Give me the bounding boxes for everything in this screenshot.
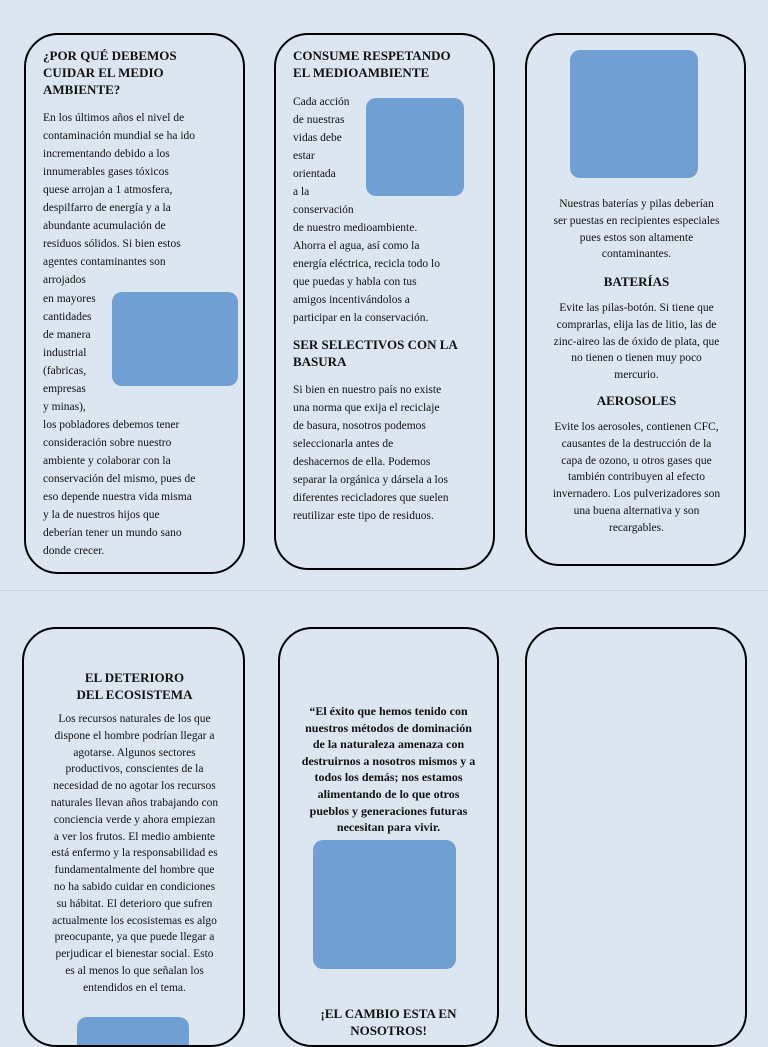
section-title-batteries: BATERÍAS bbox=[603, 274, 670, 289]
panel-why-care bbox=[24, 33, 245, 574]
section-text-aerosols: Evite los aerosoles, contienen CFC, causantes de la destrucción de la capa de ozono, u otros gases que también contribuyen al efecto invernadero. Los pulverizadores son una buena alternativa y son recargables. bbox=[552, 421, 721, 534]
image-placeholder bbox=[313, 840, 456, 969]
section-title-aerosols: AEROSOLES bbox=[596, 393, 677, 408]
panel-empty bbox=[525, 627, 747, 1047]
panel-text-intro: Nuestras baterías y pilas deberían ser puestas en recipientes especiales pues estos son altamente contaminantes. bbox=[553, 198, 720, 261]
image-placeholder bbox=[570, 50, 698, 178]
panel-text: Los recursos naturales de los que dispone el hombre podrían llegar a agotarse. Algunos sectores productivos, conscientes de la necesidad de no agotar los recursos naturales llevan años trabajando con conciencia verde y ahora empiezan a ver los frutos. El medio ambiente está enfermo y la responsabilidad es fundamentalmente del hombre que no ha sabido cuidar en condiciones su hábitat. El deterioro que sufren actualmente los ecosistemas es algo preocupante, ya que puede llegar a perjudicar el bienestar social. Esto es al menos lo que señalan los entendidos en el tema. bbox=[50, 713, 219, 994]
page-divider bbox=[0, 590, 768, 591]
panel-quote bbox=[278, 627, 499, 1047]
image-placeholder bbox=[366, 98, 464, 196]
closing-slogan: ¡EL CAMBIO ESTA EN NOSOTROS! bbox=[320, 1006, 457, 1038]
panel-text-top: En los últimos años el nivel de contaminación mundial se ha ido incrementando debido a los innumerables gases tóxicos quese arrojan a 1 atmosfera, despilfarro de energía y a la abundante acumulación de residuos sólidos. Si bien estos agentes contaminantes son arrojados bbox=[43, 112, 196, 286]
panel-consume bbox=[274, 33, 495, 570]
panel-text-bottom: los pobladores debemos tener consideración sobre nuestro ambiente y colaborar con la conservación del mismo, pues de eso depende nuestra vida misma y la de nuestros hijos que deberían tener un mundo sano donde crecer. bbox=[43, 419, 196, 557]
panel-text-wrap: en mayores cantidades de manera industrial (fabricas, empresas y minas), bbox=[43, 293, 96, 413]
panel-title: EL DETERIORO DEL ECOSISTEMA bbox=[76, 670, 193, 702]
quote-text: “El éxito que hemos tenido con nuestros métodos de dominación de la naturaleza amenaza con destruirnos a nosotros mismos y a todos los demás; nos estamos alimentando de lo que otros pueblos y generaciones futuras necesitan para vivir. bbox=[301, 704, 476, 835]
panel-ecosystem bbox=[22, 627, 245, 1047]
section-text-trash: Si bien en nuestro país no existe una norma que exija el reciclaje de basura, nosotros podemos seleccionarla antes de deshacernos de ella. Podemos separar la orgánica y dársela a los diferentes recicladores que suelen reutilizar este tipo de residuos. bbox=[293, 384, 449, 522]
panel-batteries bbox=[525, 33, 746, 566]
section-text-batteries: Evite las pilas-botón. Si tiene que comprarlas, elija las de litio, las de zinc-aireo las de óxido de plata, que no tienen o tienen muy poco mercurio. bbox=[553, 302, 720, 382]
panel-title: ¿POR QUÉ DEBEMOS CUIDAR EL MEDIO AMBIENTE? bbox=[43, 48, 177, 97]
section-title-trash: SER SELECTIVOS CON LA BASURA bbox=[293, 337, 458, 369]
panel-text-wrap: Cada acción de nuestras vidas debe estar orientada a la conservación bbox=[293, 96, 354, 216]
image-placeholder bbox=[112, 292, 238, 386]
panel-text-body: de nuestro medioambiente. Ahorra el agua, así como la energía eléctrica, recicla todo lo que puedas y habla con tus amigos incentivándolos a participar en la conservación. bbox=[293, 222, 440, 324]
panel-title: CONSUME RESPETANDO EL MEDIOAMBIENTE bbox=[293, 48, 451, 80]
image-placeholder bbox=[77, 1017, 189, 1047]
